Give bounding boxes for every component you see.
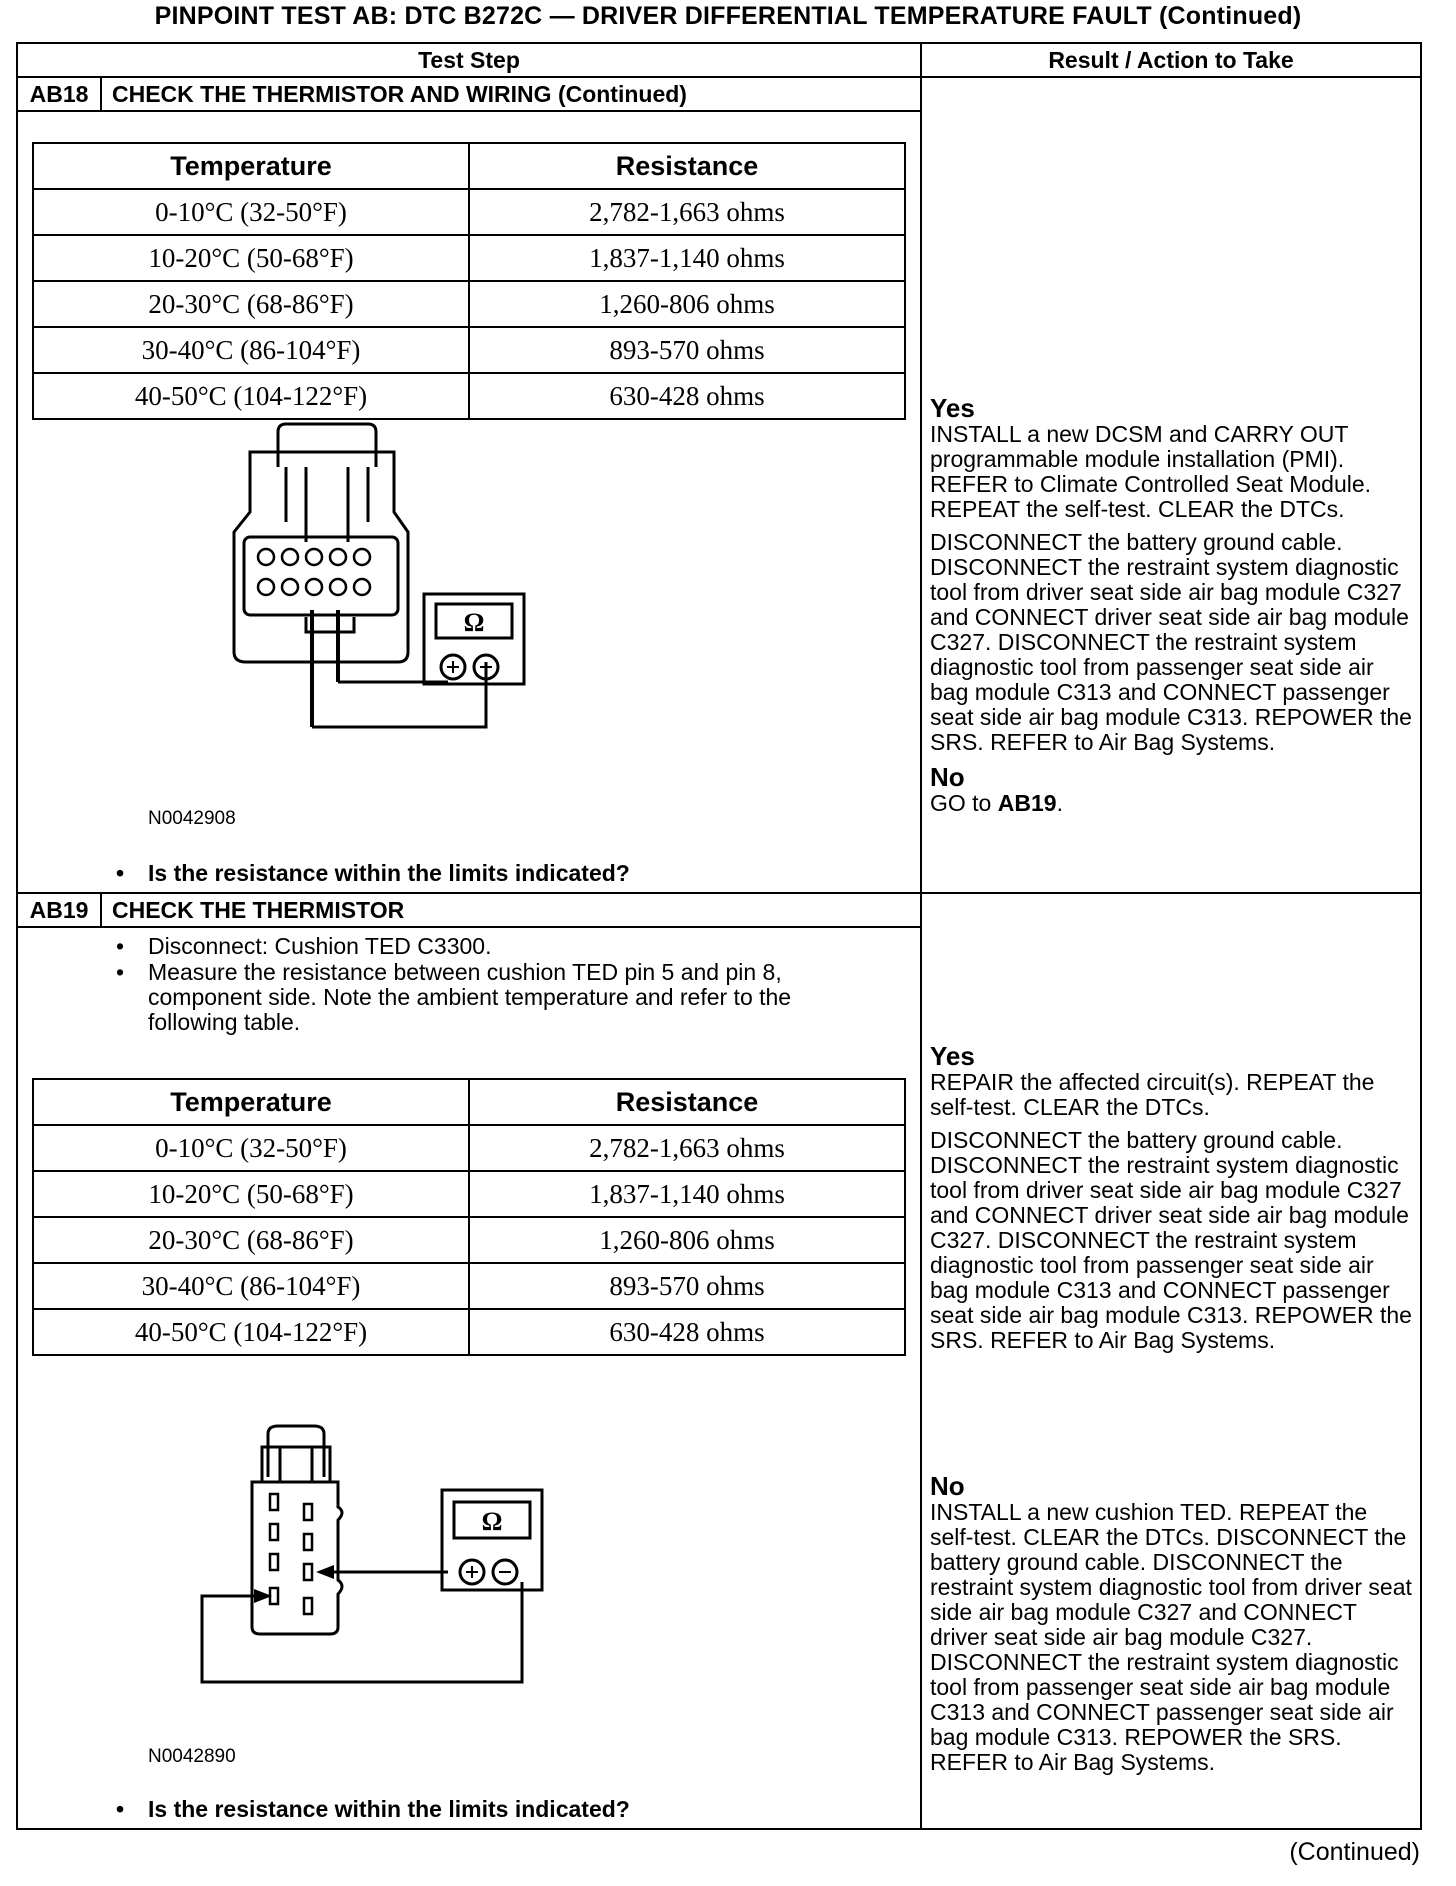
ab19-result-yes xyxy=(930,1042,1416,1361)
temperature-cell: 10-20°C (50-68°F) xyxy=(33,235,469,281)
ab19-figure-id: N0042890 xyxy=(148,1746,236,1767)
resistance-cell: 1,260-806 ohms xyxy=(469,1217,905,1263)
resistance-cell: 630-428 ohms xyxy=(469,1309,905,1355)
bullet-dot: • xyxy=(116,959,125,985)
connector-latch xyxy=(268,1426,324,1477)
ab19-question-text: Is the resistance within the limits indicated? xyxy=(148,1796,630,1822)
ab18-question-text: Is the resistance within the limits indicated? xyxy=(148,860,630,886)
ab18-figure-id: N0042908 xyxy=(148,808,236,829)
ab19-bullet-2-text: Measure the resistance between cushion TED pin 5 and pin 8, component side. Note the ambient temperature and refer to the following table. xyxy=(148,959,792,1035)
ab19-result-no xyxy=(930,1472,1416,1783)
ab19-question xyxy=(116,1796,630,1823)
ab19-bullet-1-text: Disconnect: Cushion TED C3300. xyxy=(148,933,492,959)
ab18-result xyxy=(930,394,1416,816)
bullet-dot: • xyxy=(116,1796,125,1822)
temperature-header: Temperature xyxy=(33,1079,469,1125)
result-header: Result / Action to Take xyxy=(920,42,1422,78)
temperature-header: Temperature xyxy=(33,143,469,189)
temperature-cell: 30-40°C (86-104°F) xyxy=(33,327,469,373)
ab19-step-id: AB19 xyxy=(18,894,102,926)
resistance-cell: 2,782-1,663 ohms xyxy=(469,189,905,235)
temperature-cell: 0-10°C (32-50°F) xyxy=(33,189,469,235)
resistance-cell: 893-570 ohms xyxy=(469,1263,905,1309)
ab19-yes-label: Yes xyxy=(930,1041,975,1071)
ab18-step-title: CHECK THE THERMISTOR AND WIRING (Continued) xyxy=(112,80,687,107)
resistance-header: Resistance xyxy=(469,143,905,189)
ab19-no-text: INSTALL a new cushion TED. REPEAT the self-test. CLEAR the DTCs. DISCONNECT the battery ground cable. DISCONNECT the restraint system diagnostic tool from driver seat side air bag module C327 and CONNECT driver seat side air bag module C327. DISCONNECT the restraint system diagnostic tool from passenger seat side air bag module C313 and CONNECT passenger seat side air bag module C313. REPOWER the SRS. REFER to Air Bag Systems. xyxy=(930,1499,1412,1775)
resistance-cell: 1,837-1,140 ohms xyxy=(469,1171,905,1217)
ab18-step-id: AB18 xyxy=(18,78,102,110)
temperature-cell: 40-50°C (104-122°F) xyxy=(33,373,469,419)
page-title: PINPOINT TEST AB: DTC B272C — DRIVER DIFFERENTIAL TEMPERATURE FAULT (Continued) xyxy=(154,2,1302,30)
bullet-dot: • xyxy=(116,860,125,886)
temperature-cell: 40-50°C (104-122°F) xyxy=(33,1309,469,1355)
resistance-cell: 1,260-806 ohms xyxy=(469,281,905,327)
ab19-link[interactable]: AB19 xyxy=(997,790,1057,816)
resistance-cell: 630-428 ohms xyxy=(469,373,905,419)
resistance-cell: 893-570 ohms xyxy=(469,327,905,373)
temperature-cell: 10-20°C (50-68°F) xyxy=(33,1171,469,1217)
ab19-step-title: CHECK THE THERMISTOR xyxy=(112,896,405,923)
ab18-no-go: GO to xyxy=(930,790,998,816)
temperature-cell: 20-30°C (68-86°F) xyxy=(33,1217,469,1263)
ab19-no-label: No xyxy=(930,1471,965,1501)
bullet-dot: • xyxy=(116,933,125,959)
temperature-cell: 20-30°C (68-86°F) xyxy=(33,281,469,327)
ab18-no-text xyxy=(930,791,1416,816)
ab19-connector-diagram xyxy=(16,42,922,1830)
temperature-cell: 0-10°C (32-50°F) xyxy=(33,1125,469,1171)
ab18-no-label: No xyxy=(930,762,965,792)
resistance-cell: 2,782-1,663 ohms xyxy=(469,1125,905,1171)
ohm-symbol: Ω xyxy=(481,1507,503,1536)
continued-note: (Continued) xyxy=(1289,1838,1420,1866)
ohm-symbol: Ω xyxy=(463,608,485,637)
resistance-header: Resistance xyxy=(469,1079,905,1125)
ab19-yes-text: REPAIR the affected circuit(s). REPEAT the self-test. CLEAR the DTCs. xyxy=(930,1069,1375,1120)
resistance-cell: 1,837-1,140 ohms xyxy=(469,235,905,281)
test-step-header: Test Step xyxy=(16,42,922,78)
ab18-no-end: . xyxy=(1056,790,1063,816)
ab18-yes-text: INSTALL a new DCSM and CARRY OUT programmable module installation (PMI). REFER to Climate Controlled Seat Module. REPEAT the self-test. CLEAR the DTCs. xyxy=(930,421,1372,522)
ab18-yes-label: Yes xyxy=(930,393,975,423)
test-frame xyxy=(16,42,1422,1830)
connector-housing xyxy=(252,1482,342,1634)
ab19-yes-text2: DISCONNECT the battery ground cable. DISCONNECT the restraint system diagnostic tool from driver seat side air bag module C327 and CONNECT driver seat side air bag module C327. DISCONNECT the restraint system diagnostic tool from passenger seat side air bag module C313 and CONNECT passenger seat side air bag module C313. REPOWER the SRS. REFER to Air Bag Systems. xyxy=(930,1127,1412,1353)
ab18-yes-text2: DISCONNECT the battery ground cable. DISCONNECT the restraint system diagnostic tool from driver seat side air bag module C327 and CONNECT driver seat side air bag module C327. DISCONNECT the restraint system diagnostic tool from passenger seat side air bag module C313 and CONNECT passenger seat side air bag module C313. REPOWER the SRS. REFER to Air Bag Systems. xyxy=(930,529,1412,755)
temperature-cell: 30-40°C (86-104°F) xyxy=(33,1263,469,1309)
